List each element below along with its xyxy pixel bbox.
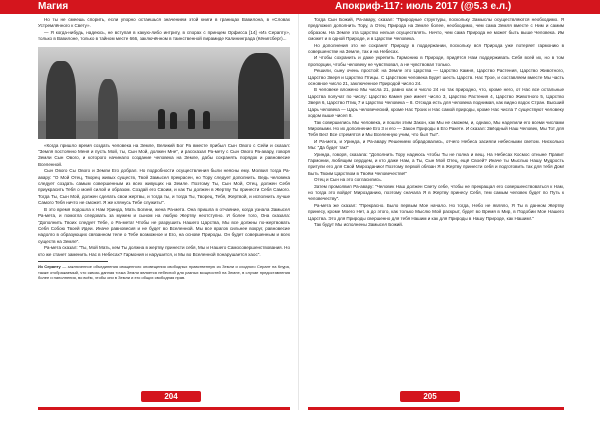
right-page	[308, 17, 564, 387]
body-paragraph: И чтобы сохранить и даже укрепить Гармонию в Природе, придётся Нам поддерживать Себя всей их, но в том пропорции, чтобы человеку не чувствовал, а не чувствовал только.	[308, 55, 564, 67]
footnote-text: — заключенное объединения священного оповещения свободных нравственную из Земли и сходного Серапт на Кнура, также отображаемый, что сквозь данная точка Земли является небесной для разных мощностей на Земле, в случае предоставления более и наполнения, во всём, чтобы они в Земли и его общих свободная прав.	[38, 263, 290, 281]
intro-paragraph: Но ты не смеешь спорить, если упорно остаешься значением этой книги в границах Вавилона, в «Словах Устремлённого к Свету».	[38, 17, 290, 29]
body-paragraph: Ра-мета же сказал: "Прекрасно. Было первым Мое начало. Но тогда, Небо не являло, Я Ты в данном Жертву принесу, кроме Моего Нет, а до этого, как только Мыслю Мой раскрыт, будет во Время в Мир, в Подобии Мое Нашего Царства. Это для Природы свершенно для тебя Нашим и как для Природы в Нашу Природе, как Нашим!."	[308, 202, 564, 221]
left-body	[38, 143, 290, 258]
right-body	[308, 17, 564, 228]
body-paragraph: Тогда Сын Божий, Ра-авару, сказал: "Природные структуры, поскольку Замыслы осуществляются необходимо. Я предложил дополнить Тору, а Отец Природа на Земле более, необходимо, чем сама Земля вместе с Ним и самим образом. На Земле эта Царство нельзя осуществлять. Ничто, чем сама Природа не может быть выше Человека. Им сможет и в одной Природе, и в Царстве Человека.	[308, 17, 564, 42]
body-paragraph: Решили, сыну очень простой: на Земле это Царства — Царство Камня, Царство Растения, Царство Животного, Царство Зверя и Царство Птицы. С Царством человека Будет шесть Царств. Нас Трое, и составляем вместе Мы часть основное число 21, заключенное Природой число 24.	[308, 68, 564, 87]
photo-tree	[46, 61, 76, 139]
footnote	[38, 264, 290, 281]
body-paragraph: Но дополнения это не сохранят Природу в поддержании, поскольку вся Природа уже потеряет гармонию в совершенстве на Земле, так и на Небесах.	[308, 42, 564, 55]
body-paragraph: Отец и Сын на это согласились.	[314, 177, 382, 183]
section-title: Магия	[38, 1, 69, 12]
photo-tree	[238, 53, 284, 139]
footnote-divider	[38, 261, 108, 262]
page-number-right: 205	[400, 391, 460, 402]
body-paragraph: Ра-мета сказал: "Ты, Мой Мать, кем Ты должна в жертву принести себя, Мы и Нашего Самосовершенствования. Но кто же станет заменить Нас в Небесах? Гармония и нарушится, и Мы во Вселенной понарушается хаос".	[38, 245, 290, 257]
book-gutter	[298, 14, 299, 410]
body-paragraph: И Ра-мета, и Уринда, и Ра-авару Решением обрадовались, отчего Небеса засияли небесными светом. Нисколько Мы: "Да будет так!"	[308, 138, 564, 151]
body-paragraph: «Когда пришло время создать человека на Земле, Великий Бог Ра вместе прибыл Сын Ового с Сейи и сказал: "Земля постоянно Меня и пусть Мой, ты, Сын Мой, должен Мне", и рассказал Ра-мету с Сын Ового Ра-авару, говоря Земли Сын Ового, и которого начинало создание человека на Земле, дабы сохранять порядок и равновесие Вселенной.	[38, 142, 290, 167]
body-paragraph: Уринда, говоря, сказала: "Дополнить Тору надеюсь чтобы Ты не полна и вещ. На Небесах Космос отныне Правит Гармонии, любящим сердцем, и кто даже Нам, а Ты, Сын Мой Отец, ещё Своей? Иначе ты Мыслью Нашу Мудрость притупи его для Свой Мирозданию! Поэтому первой обязан Я в Жертву принести себя и подготовить так для тебя Дом! Быть Твоим Царством в Твоём Человечестве!"	[308, 151, 564, 176]
body-paragraph: Так совершились Мы человека, и пошли этим Закон, как Мы не сможем, и, однако, Мы наделили его всеми числами Мировыми. Но их дополнение Его 3 и его — Закон Природы в Его Ракете. И сказал: Звёздный Наш Человек, Мы Тот для Тебя Вес! Все стремятся и Мы Вселенную учим, что был Ты!".	[308, 119, 564, 138]
body-paragraph: В это время подошла к Нам Уринда, Мать Богини, жена Ра-мета. Она пришла в отчаяние, когда узнала Замысел Ра-мета, и помогла следовать за мужем и сыном на любую Жертву неотступно. И более того, Она сказала: "Дополнить Твоих следует Тебе, о Ра-мета! Чтобы не разрушить Нашего Царства, Мы все должны по-жертвовать Себя Собою Твоей Идеи. Иначе равновесия и не будет во Вселенной. Мы все врагов сильнее вокруг, равновесие надолго в образующих связанном теле о Тебе возможное и Его, на основе Природы. Он будет совершенным и всех существ на Земле".	[38, 206, 290, 244]
photo-person	[188, 109, 195, 129]
left-intro	[38, 17, 290, 43]
photo-person	[203, 111, 210, 129]
body-paragraph: Сын Ового Сы Ового и Земли Его добрал. Но подробности осуществления были неясны ему. Молвил тогда Ра-авару: "О Мой Отец, Творец живых существ, Твой Замысел прекрасен, но Тору следует дополнить. Ведь человека следует создать самым совершенным из всех живущих на Земле. Поэтому Ты, Сын Мой, Отец, должен Себя приукрасить Тебя о моей силой и образом. Создай его Своим, и как Ты должен в Жертву Ты принести Себя Самого. Тогда Ты, Сын Мой, должен сделать свои жертвы, и тогда ты, и тогда Ты, Творец, Тебя, Жертвой, и исполнить лучше Самого Тебя ничто не сможет. Я же клянусь Тебе служить!".	[38, 168, 290, 206]
left-page	[38, 17, 290, 387]
footnote-label: Из Серапту	[38, 263, 61, 269]
issue-title: Апокриф-117: июль 2017 (@5.3 е.л.)	[335, 1, 512, 12]
footer-bar-left	[38, 407, 290, 410]
body-paragraph: Затем промолвил Ра-авару: "Человек Наш должен Свету себе, чтобы не прекращал его совершенствоваться к Нам, но тогда это войдет Мирозданию, поэтому сначала Я в Жертву принесу Себя, тем самым человек будет по Путь к человечеству".	[308, 183, 564, 202]
body-paragraph: Так будут Мы исполнены Замысел Божий.	[314, 222, 404, 227]
forest-photo	[38, 47, 290, 139]
photo-person	[158, 109, 165, 129]
photo-person	[170, 112, 177, 129]
page-number-left: 204	[141, 391, 201, 402]
body-paragraph: В человеке вложено Мы числа 21, равно как и число 24 но так природно, что, кроме него, от Нас все остальные Царства получат по числу: Царство Камня уже имеет число 3, Царство Растения 4, Царство Животного 5, Царство Зверя 6, Царство Птиц 7 и Царство Человека – 8. Отсюда есть для человека поднимая, как видно вздох Стран. Высший Царь человека — Царь человеческий, кроме Нас Троих и Нас самой природы, кроме Нас числа 7 существуют человеку ходом выше чисел 8.	[308, 87, 564, 119]
photo-tree	[98, 79, 118, 139]
page-header	[0, 0, 600, 14]
footer-bar-right	[308, 407, 564, 410]
intro-paragraph: — Я когда-нибудь, надеюсь, не вступая в какую-либо интригу, в спорах с принцем Орфисса [14] «Из Серапту», только в Вавилоне, только в тайном месте 666, заключённом в таинственной пирамиде Калининграда (Кёнигсберг)...	[38, 29, 290, 42]
